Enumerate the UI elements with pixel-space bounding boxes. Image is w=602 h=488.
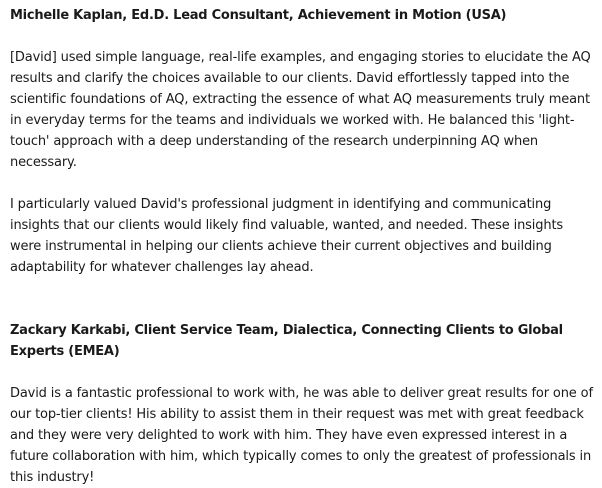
testimonial	[10, 320, 594, 488]
testimonial-paragraph: [David] used simple language, real-life examples, and engaging stories to elucidate the AQ results and clarify the choices available to our clients. David effortlessly tapped into the scientific foundations of AQ, extracting the essence of what AQ measurements truly meant in everyday terms for the teams and individuals we worked with. He balanced this 'light-touch' approach with a deep understanding of the research underpinning AQ when necessary.	[10, 50, 591, 170]
testimonial-paragraph: I particularly valued David's professional judgment in identifying and communicating insights that our clients would likely find valuable, wanted, and needed. These insights were instrumental in helping our clients achieve their current objectives and building adaptability for whatever challenges lay ahead.	[10, 197, 564, 275]
testimonial-author: Zackary Karkabi, Client Service Team, Dialectica, Connecting Clients to Global Experts (EMEA)	[10, 323, 563, 359]
testimonial	[10, 5, 594, 278]
spacer	[10, 278, 594, 320]
testimonial-author: Michelle Kaplan, Ed.D. Lead Consultant, Achievement in Motion (USA)	[10, 8, 507, 23]
testimonial-paragraph: David is a fantastic professional to work with, he was able to deliver great results for one of our top-tier clients! His ability to assist them in their request was met with great feedback and they were very delighted to work with him. They have even expressed interest in a future collaboration with him, which typically comes to only the greatest of professionals in this industry!	[10, 386, 593, 485]
spacer	[10, 362, 594, 383]
spacer	[10, 26, 594, 47]
spacer	[10, 173, 594, 194]
